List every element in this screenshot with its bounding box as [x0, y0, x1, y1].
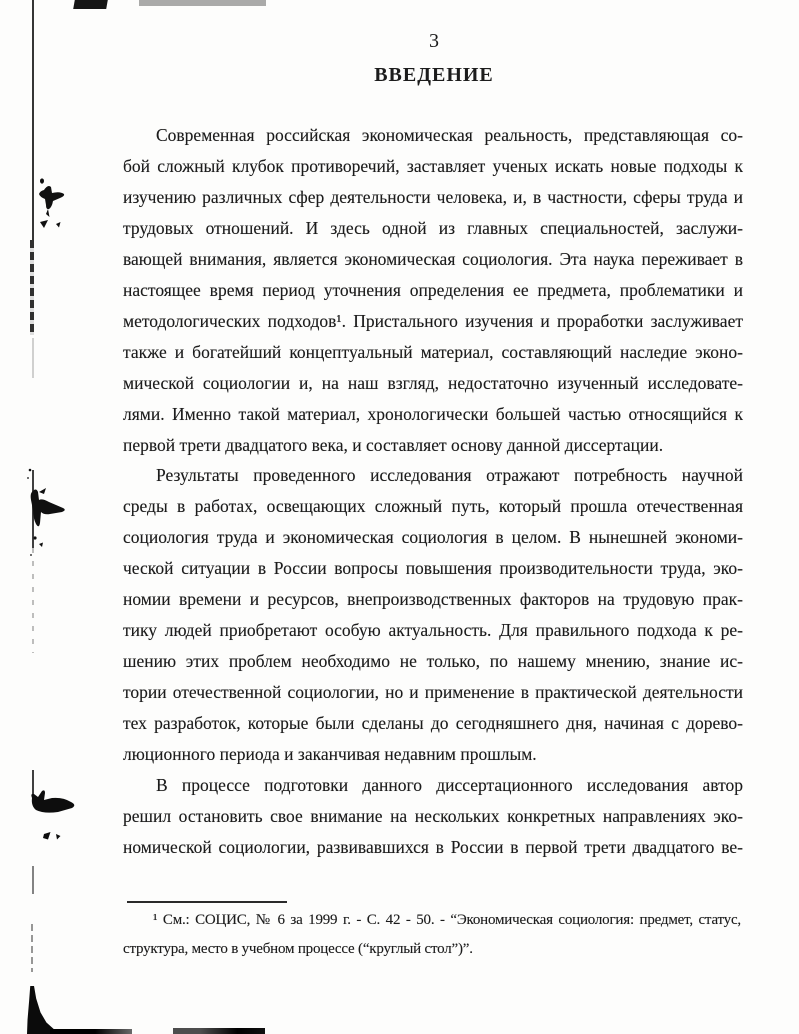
footnote-separator [127, 901, 287, 903]
section-title: ВВЕДЕНИЕ [374, 64, 494, 86]
footnote [123, 906, 741, 963]
text-line: ¹ См.: СОЦИС, № 6 за 1999 г. - С. 42 - 50. - “Экономическая социология: предмет, статус, [153, 912, 741, 928]
text-line: тику людей приобретают особую актуальность. Для правильного подхода к ре- [123, 620, 743, 641]
text-line: структура, место в учебном процессе (“круглый стол”)”. [123, 940, 473, 957]
scan-artifact-ink-blot [28, 784, 90, 844]
body-text [123, 120, 743, 863]
text-line: среды в работах, освещающих сложный путь, который прошла отечественная [123, 496, 743, 517]
text-line: также и богатейший концептуальный материал, составляющий наследие эконо- [123, 341, 743, 362]
text-line: социология труда и экономическая социология в целом. В нынешней экономи- [123, 527, 743, 548]
text-line: решил остановить свое внимание на нескольких конкретных направлениях эко- [123, 805, 743, 826]
text-line: изучению различных сфер деятельности человека, и, в частности, сферы труда и [123, 186, 743, 207]
paragraph [123, 460, 743, 770]
text-line: ческой ситуации в России вопросы повышения производительности труда, эко- [123, 558, 743, 579]
scan-artifact-top-gray-bar [139, 0, 266, 6]
text-line: Результаты проведенного исследования отражают потребность научной [156, 465, 743, 486]
paragraph [123, 770, 743, 863]
text-line: мической социологии и, на наш взгляд, недостаточно изученный исследовате- [123, 372, 743, 393]
text-line: лями. Именно такой материал, хронологически большей частью относящийся к [123, 403, 743, 424]
scan-artifact-bottom-bar [173, 1028, 265, 1034]
scan-artifact-left-edge-line [30, 240, 34, 335]
page-number: 3 [429, 30, 439, 52]
text-line: номической социологии, развивавшихся в России в первой трети двадцатого ве- [123, 836, 743, 857]
text-line: В процессе подготовки данного диссертационного исследования автор [156, 775, 743, 796]
scan-artifact-ink-blot [22, 466, 72, 566]
text-line: тех разработок, которые были сделаны до сегодняшнего дня, начиная с дорево- [123, 713, 743, 734]
text-line: методологических подходов¹. Пристального изучения и проработки заслуживает [123, 310, 743, 331]
scan-artifact-corner-wedge [27, 986, 54, 1034]
text-line: люционного периода и заканчивая недавним прошлым. [123, 744, 537, 765]
scan-artifact-left-edge-line [31, 924, 33, 972]
text-line: номии времени и ресурсов, внепроизводственных факторов на трудовую прак- [123, 589, 743, 610]
text-line: первой трети двадцатого века, и составляет основу данной диссертации. [123, 434, 664, 455]
scan-artifact-ink-blot [34, 176, 74, 234]
text-line: тории отечественной социологии, но и применение в практической деятельности [123, 682, 743, 703]
paragraph [123, 120, 743, 460]
text-line: Современная российская экономическая реальность, представляющая со- [156, 125, 743, 145]
text-line: бой сложный клубок противоречий, заставляет ученых искать новые подходы к [123, 155, 743, 176]
scan-artifact-left-edge-line [32, 866, 34, 894]
text-line: настоящее время период уточнения определения ее предмета, проблематики и [123, 279, 743, 300]
scan-artifact-bottom-bar [50, 1029, 132, 1034]
scan-artifact-top-black-bar [73, 0, 108, 9]
scan-artifact-left-edge-line [32, 338, 34, 378]
text-line: шению этих проблем необходимо не только, по нашему мнению, знание ис- [123, 651, 743, 672]
text-line: трудовых отношений. И здесь одной из главных специальностей, заслужи- [123, 217, 743, 238]
text-line: вающей внимания, является экономическая социология. Эта наука переживает в [123, 248, 743, 269]
